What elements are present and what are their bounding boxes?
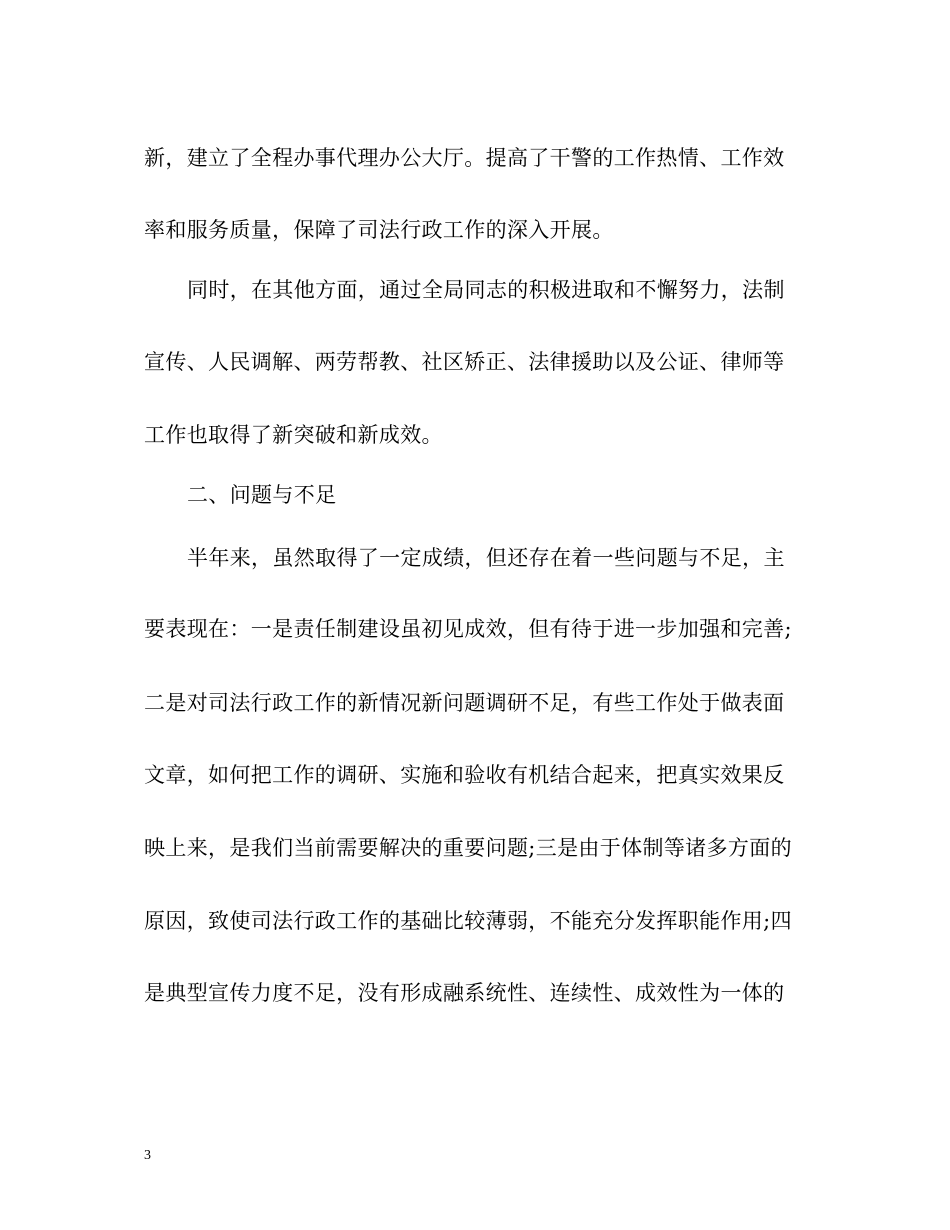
body-text-line: 工作也取得了新突破和新成效。 <box>144 423 443 447</box>
body-text-line: 二是对司法行政工作的新情况新问题调研不足，有些工作处于做表面 <box>144 691 785 715</box>
body-text-line: 是典型宣传力度不足，没有形成融系统性、连续性、成效性为一体的 <box>144 981 785 1005</box>
body-text-line: 原因，致使司法行政工作的基础比较薄弱，不能充分发挥职能作用;四 <box>144 909 792 933</box>
body-text-line: 率和服务质量，保障了司法行政工作的深入开展。 <box>144 218 614 242</box>
body-text-line: 新，建立了全程办事代理办公大厅。提高了干警的工作热情、工作效 <box>144 146 785 170</box>
paragraph-first-line: 半年来，虽然取得了一定成绩，但还存在着一些问题与不足，主 <box>187 546 785 570</box>
paragraph-first-line: 同时，在其他方面，通过全局同志的积极进取和不懈努力，法制 <box>187 278 785 302</box>
body-text-line: 要表现在：一是责任制建设虽初见成效，但有待于进一步加强和完善; <box>144 617 792 641</box>
body-text-line: 宣传、人民调解、两劳帮教、社区矫正、法律援助以及公证、律师等 <box>144 350 785 374</box>
section-heading: 二、问题与不足 <box>187 483 337 507</box>
body-text-line: 文章，如何把工作的调研、实施和验收有机结合起来，把真实效果反 <box>144 763 785 787</box>
body-text-line: 映上来，是我们当前需要解决的重要问题;三是由于体制等诸多方面的 <box>144 836 792 860</box>
page-number: 3 <box>144 1148 151 1163</box>
